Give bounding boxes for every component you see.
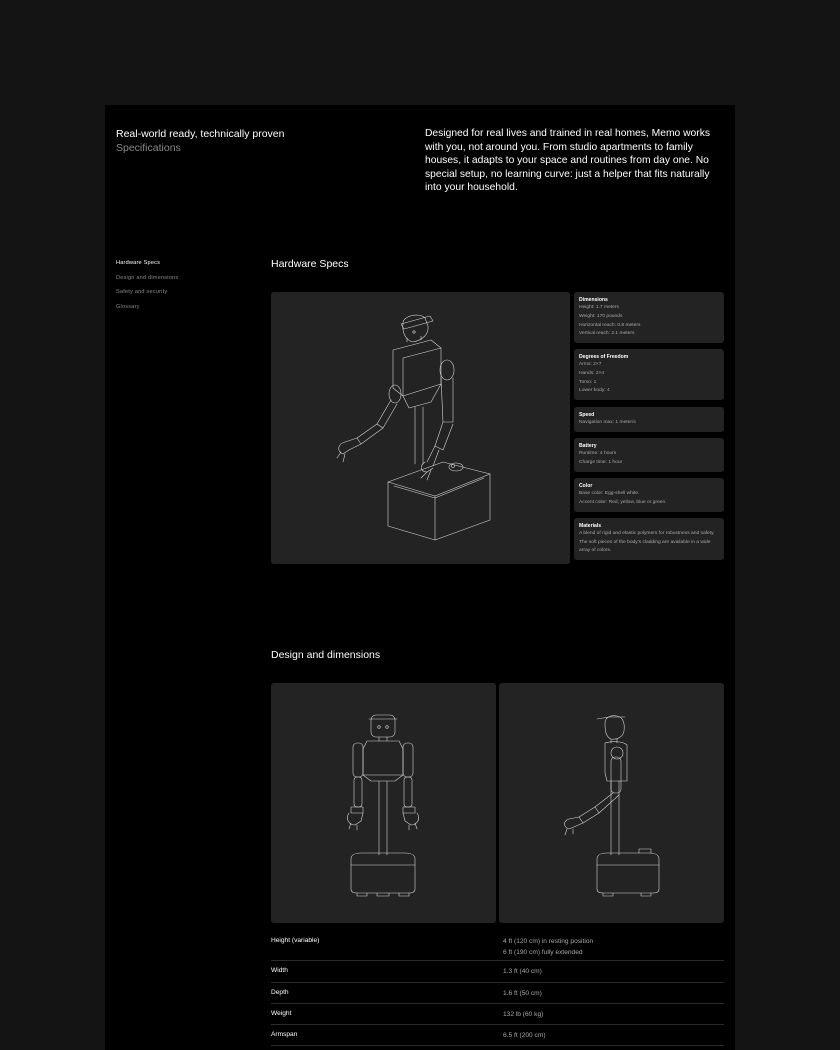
- spec-card-line: Horizontal reach: 0.8 meters: [579, 322, 641, 328]
- row-value: 1.3 ft (40 cm): [503, 968, 542, 975]
- intro-heading: [116, 127, 396, 155]
- spec-card-line: Accent color: Red, yellow, blue or green.: [579, 499, 667, 505]
- robot-isometric-illustration: [271, 292, 570, 564]
- spec-card-line: Hands: 2×4: [579, 370, 605, 376]
- spec-card-line: Height: 1.7 meters: [579, 305, 619, 310]
- intro-description: Designed for real lives and trained in real homes, Memo works with you, not around you. From studio apartments to family houses, it adapts to your space and routines from day one. No special setup, no learning curve: just a helper that fits naturally into your household.: [425, 128, 711, 194]
- row-value: 6.5 ft (200 cm): [503, 1032, 546, 1039]
- spec-card-dimensions: [574, 292, 724, 343]
- row-label: Depth: [271, 989, 289, 996]
- hardware-specs-title: Hardware Specs: [271, 258, 349, 270]
- spec-card-line: Runtime: 4 hours: [579, 451, 617, 456]
- table-row: [271, 931, 724, 961]
- spec-card-title: Speed: [579, 412, 595, 418]
- spec-card-title: Battery: [579, 443, 597, 449]
- nav-item-design-and-dimensions[interactable]: Design and dimensions: [116, 274, 179, 281]
- robot-front-view-illustration: [271, 683, 496, 923]
- nav-item-safety-and-security[interactable]: Safety and security: [116, 289, 168, 295]
- nav-item-glossary[interactable]: Glossary: [116, 303, 140, 310]
- specifications-page: [105, 105, 735, 1050]
- spec-card-line: Charge time: 1 hour: [579, 459, 623, 465]
- spec-card-line: Base color: Egg-shell white.: [579, 491, 640, 496]
- spec-card-line: A blend of rigid and elastic polymers for robustness and safety. The soft pieces of the body's cladding are available in a wide array of colors.: [579, 531, 715, 553]
- spec-card-degrees-of-freedom: [574, 349, 724, 400]
- row-value-line: 4 ft (120 cm) in resting position: [503, 938, 594, 945]
- table-row: [271, 1004, 724, 1025]
- spec-card-line: Torso: 1: [579, 379, 597, 385]
- design-dimensions-title: Design and dimensions: [271, 649, 381, 661]
- spec-card-line: Arms: 2×7: [579, 362, 602, 367]
- intro-title: Real-world ready, technically proven: [116, 128, 285, 140]
- intro-subtitle: Specifications: [116, 142, 181, 154]
- spec-card-line: Lower body: 4: [579, 388, 610, 394]
- row-label: Width: [271, 967, 288, 974]
- spec-card-line: Navigation max: 1 meter/s: [579, 420, 636, 425]
- spec-card-title: Materials: [579, 523, 602, 529]
- spec-card-speed: [574, 407, 724, 432]
- row-label: Armspan: [271, 1031, 298, 1038]
- row-value: 132 lb (60 kg): [503, 1011, 544, 1018]
- robot-side-view-illustration: [499, 683, 724, 923]
- table-row: [271, 961, 724, 983]
- row-label: Weight: [271, 1010, 292, 1017]
- robot-side-view-icon: [499, 683, 724, 923]
- nav-item-hardware-specs[interactable]: Hardware Specs: [116, 260, 161, 266]
- row-value: 1.6 ft (50 cm): [503, 990, 542, 997]
- spec-card-battery: [574, 438, 724, 472]
- row-value-line: 6 ft (190 cm) fully extended: [503, 949, 583, 956]
- spec-card-materials: [574, 518, 724, 560]
- row-label: Height (variable): [271, 937, 320, 944]
- section-nav: [116, 256, 256, 314]
- robot-front-view-icon: [271, 683, 496, 923]
- table-row: [271, 1025, 724, 1046]
- spec-card-line: Vertical reach: 2.1 meters: [579, 331, 635, 337]
- spec-card-title: Degrees of Freedom: [579, 354, 629, 360]
- spec-card-title: Dimensions: [579, 297, 608, 303]
- spec-card-title: Color: [579, 483, 593, 489]
- spec-card-color: [574, 478, 724, 512]
- spec-card-line: Weight: 170 pounds: [579, 313, 623, 319]
- robot-isometric-icon: [271, 292, 570, 564]
- table-row: [271, 983, 724, 1004]
- dimensions-table: [271, 931, 724, 1046]
- row-value: [503, 936, 593, 958]
